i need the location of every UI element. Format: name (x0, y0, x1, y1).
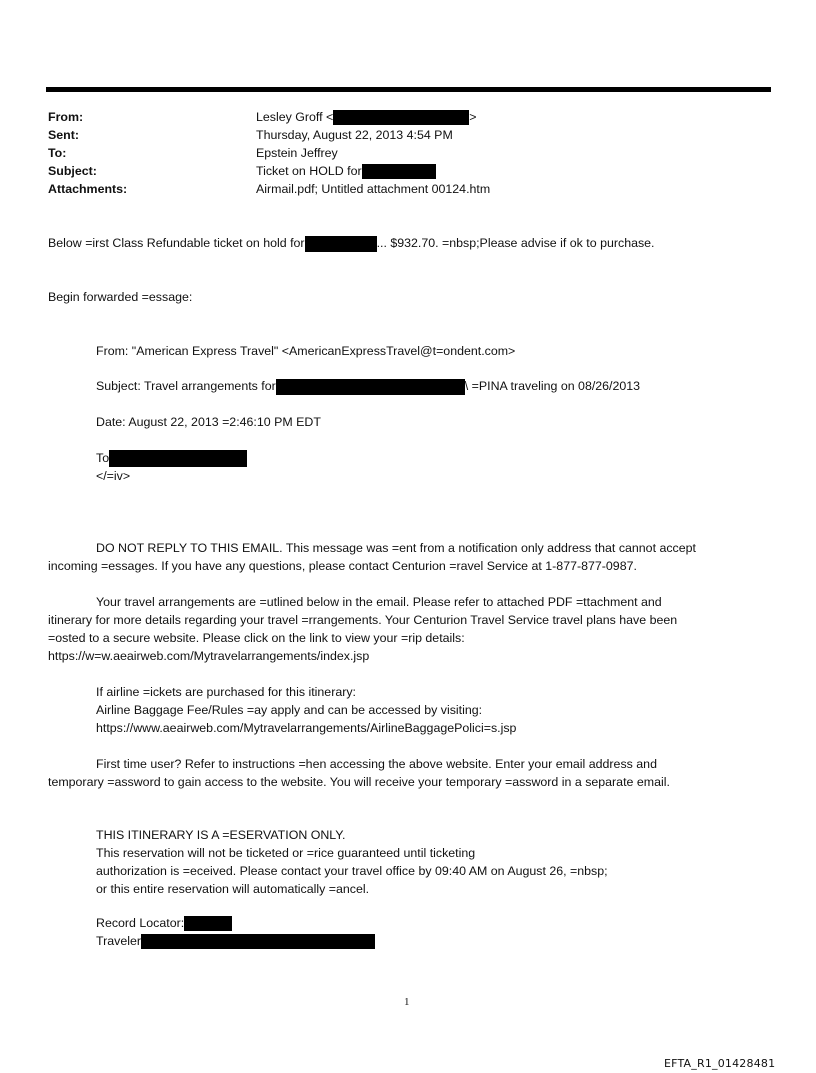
page-number: 1 (404, 996, 410, 1008)
paragraph-baggage (96, 683, 796, 737)
to-value: Epstein Jeffrey (256, 146, 338, 160)
begin-forwarded: Begin forwarded =essage: (48, 290, 193, 304)
to-label: To: (48, 146, 67, 160)
paragraph-line: This reservation will not be ticketed or =rice guaranteed until ticketing (96, 846, 476, 860)
intro-line (48, 234, 655, 252)
traveler-label: Traveler (96, 934, 141, 948)
subject-value (256, 162, 436, 180)
record-locator (96, 914, 232, 932)
subject-label: Subject: (48, 164, 97, 178)
sent-row (48, 126, 748, 144)
forwarded-to-label: To (96, 451, 110, 465)
baggage-link: https://www.aeairweb.com/Mytravelarrangements/AirlineBaggagePolici=s.jsp (96, 721, 517, 735)
forwarded-to (96, 449, 247, 467)
paragraph-first-time-user (48, 755, 748, 791)
itinerary-link: https://w=w.aeairweb.com/Mytravelarrangements/index.jsp (48, 649, 370, 663)
forwarded-div-tag: </=iv> (96, 469, 131, 483)
paragraph-line: Airline Baggage Fee/Rules =ay apply and can be accessed by visiting: (96, 703, 483, 717)
subject-row (48, 162, 748, 180)
sent-label: Sent: (48, 128, 79, 142)
paragraph-do-not-reply (48, 539, 748, 575)
paragraph-line: If airline =ickets are purchased for this itinerary: (96, 685, 356, 699)
redaction-box (362, 164, 436, 179)
redaction-box (141, 934, 375, 949)
attachments-row (48, 180, 748, 198)
email-header (48, 108, 748, 198)
attachments-label: Attachments: (48, 182, 128, 196)
forwarded-date: Date: August 22, 2013 =2:46:10 PM EDT (96, 415, 321, 429)
to-row (48, 144, 748, 162)
redaction-box (333, 110, 469, 125)
paragraph-line: DO NOT REPLY TO THIS EMAIL. This message was =ent from a notification only address that cannot accept (96, 541, 696, 555)
from-row (48, 108, 748, 126)
intro-text-start: Below =irst Class Refundable ticket on hold for (48, 236, 305, 250)
paragraph-line: =osted to a secure website. Please click on the link to view your =rip details: (48, 631, 465, 645)
forwarded-subject-end: \ =PINA traveling on 08/26/2013 (464, 379, 641, 393)
paragraph-line: itinerary for more details regarding your travel =rrangements. Your Centurion Travel Service travel plans have been (48, 613, 678, 627)
paragraph-line: Your travel arrangements are =utlined below in the email. Please refer to attached PDF =ttachment and (96, 595, 662, 609)
forwarded-subject-start: Subject: Travel arrangements for (96, 379, 276, 393)
attachments-value: Airmail.pdf; Untitled attachment 00124.htm (256, 182, 491, 196)
paragraph-line: incoming =essages. If you have any questions, please contact Centurion =ravel Service at 1-877-877-0987. (48, 559, 637, 573)
paragraph-line: First time user? Refer to instructions =hen accessing the above website. Enter your email address and (96, 757, 657, 771)
header-rule (46, 87, 771, 92)
paragraph-line: or this entire reservation will automatically =ancel. (96, 882, 370, 896)
sent-value: Thursday, August 22, 2013 4:54 PM (256, 128, 453, 142)
record-locator-label: Record Locator: (96, 916, 185, 930)
redaction-box (276, 379, 465, 395)
redaction-box (109, 450, 247, 467)
traveler (96, 932, 375, 950)
forwarded-from: From: "American Express Travel" <AmericanExpressTravel@t=ondent.com> (96, 344, 516, 358)
redaction-box (184, 916, 232, 931)
from-label: From: (48, 110, 84, 124)
paragraph-line: temporary =assword to gain access to the website. You will receive your temporary =assword in a separate email. (48, 775, 670, 789)
redaction-box (305, 236, 377, 252)
from-value (256, 108, 477, 126)
from-name: Lesley Groff < (256, 110, 334, 124)
forwarded-subject (96, 377, 640, 395)
subject-text: Ticket on HOLD for (256, 164, 362, 178)
intro-text-end: ... $932.70. =nbsp;Please advise if ok to purchase. (376, 236, 655, 250)
paragraph-travel-arrangements (48, 593, 748, 665)
paragraph-line: THIS ITINERARY IS A =ESERVATION ONLY. (96, 828, 346, 842)
document-id: EFTA_R1_01428481 (664, 1057, 776, 1070)
from-value-end: > (469, 110, 477, 124)
paragraph-line: authorization is =eceived. Please contact your travel office by 09:40 AM on August 26, =nbsp; (96, 864, 608, 878)
paragraph-reservation-notice (96, 826, 796, 898)
